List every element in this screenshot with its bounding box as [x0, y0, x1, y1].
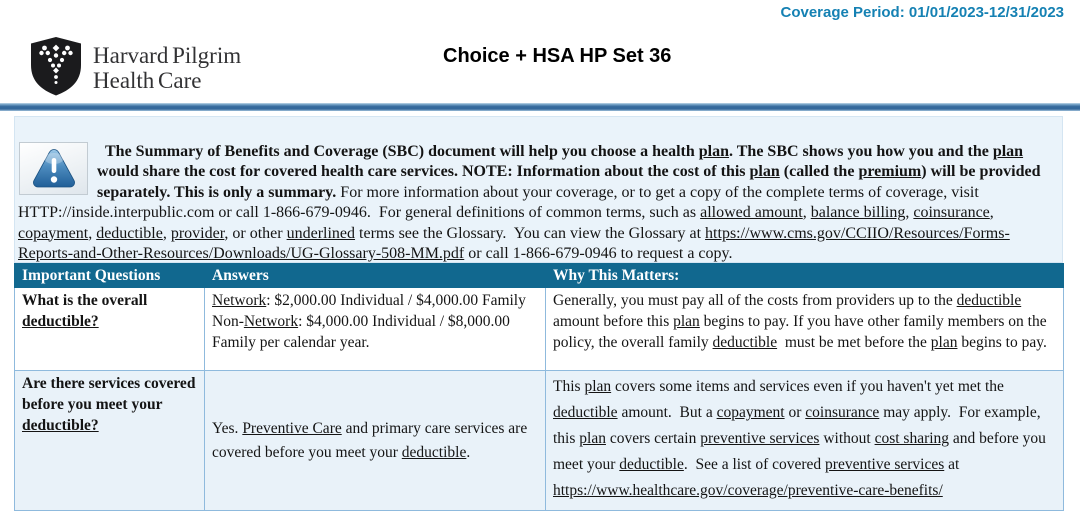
text-segment: For more information about your coverage, or to get a copy of the complete terms of coverage, visit HTTP://inside.interpublic.com or call 1-866-679-0946. For general definitions of common terms, such as [18, 183, 983, 221]
column-header-important-questions: Important Questions [15, 264, 205, 288]
text-segment: , [162, 224, 171, 242]
text-segment: . The SBC shows you how you and the [729, 142, 993, 160]
harvard-pilgrim-shield-icon [29, 36, 83, 101]
question-cell [15, 371, 205, 511]
underlined-term: deductible [956, 292, 1022, 309]
underlined-term: allowed amount [700, 204, 803, 221]
text-segment: may apply. For example, this [553, 404, 1045, 447]
underlined-term: preventive services [700, 430, 820, 447]
text-segment: Generally, you must pay all of the costs from providers up to the [553, 292, 957, 309]
answer-cell [205, 288, 546, 371]
underlined-term: premium [858, 163, 922, 180]
text-segment: or [784, 404, 806, 421]
text-segment: or call 1-866-679-0946 to request a copy. [464, 245, 733, 262]
underlined-term: plan [584, 378, 612, 395]
underlined-term: Network [212, 292, 267, 309]
text-segment: would share the cost for covered health care services. NOTE: Information about the cost of this [97, 142, 1028, 180]
text-segment: and before you meet your [553, 430, 1050, 473]
text-segment: . See a list of covered [683, 456, 826, 473]
underlined-term: plan [930, 334, 958, 351]
table-row-overall-deductible [15, 288, 1064, 371]
underlined-term: cost sharing [874, 430, 950, 447]
text-segment: Are there services covered before you meet your [22, 375, 196, 413]
text-segment: and primary care services are covered before you meet your [212, 419, 528, 461]
text-segment: amount before this [553, 292, 1026, 330]
text-segment: Non- [212, 313, 244, 330]
text-segment: . [466, 443, 471, 461]
text-segment: begins to pay. [957, 334, 1047, 351]
plan-title: Choice + HSA HP Set 36 [443, 45, 672, 67]
link[interactable]: https://www.cms.gov/CCIIO/Resources/Forms-Reports-and-Other-Resources/Downloads/UG-Glossary-508-MM.pdf [18, 224, 1010, 262]
logo-line-1: Harvard Pilgrim [93, 43, 242, 68]
underlined-term: plan [698, 142, 730, 160]
text-segment: covers certain [605, 430, 701, 447]
text-segment: covers some items and services even if you haven't yet met the [611, 378, 1008, 395]
underlined-term: copayment [18, 224, 89, 242]
text-segment: : $2,000.00 Individual / $4,000.00 Family [266, 292, 526, 309]
table-row-services-before-deductible [15, 371, 1064, 511]
text-segment: : $4,000.00 Individual / $8,000.00 Family per calendar year. [212, 313, 510, 351]
text-segment: Yes. [212, 419, 243, 437]
underlined-term: coinsurance [913, 204, 990, 221]
coverage-period: Coverage Period: 01/01/2023-12/31/2023 [780, 4, 1064, 21]
underlined-term: deductible [96, 224, 163, 242]
question-cell [15, 288, 205, 371]
text-segment: without [819, 430, 875, 447]
sbc-intro-panel [14, 116, 1063, 263]
underlined-term: plan [992, 142, 1024, 160]
text-segment: The Summary of Benefits and Coverage (SBC) document will help you choose a health [105, 142, 699, 160]
table-header-row [15, 264, 1064, 288]
text-segment: , [989, 204, 998, 221]
underlined-term: plan [673, 313, 700, 330]
why-this-matters-cell [546, 371, 1064, 511]
text-segment: amount. But a [617, 404, 717, 421]
harvard-pilgrim-logo [29, 36, 241, 101]
underlined-term: provider [170, 224, 225, 242]
text-segment: must be met before the [777, 334, 931, 351]
underlined-term: balance billing [810, 204, 906, 221]
text-segment: , or other [224, 224, 287, 242]
underlined-term: deductible [619, 456, 684, 473]
text-segment: (called the [779, 163, 859, 180]
underlined-term: deductible [712, 334, 778, 351]
underlined-term: deductible [401, 443, 467, 461]
underlined-term: copayment [716, 404, 785, 421]
logo-line-2: Health Care [93, 67, 202, 93]
warning-icon [19, 142, 88, 195]
benefits-table [14, 263, 1064, 511]
text-segment: , [905, 204, 914, 221]
underlined-term: deductible? [22, 417, 99, 434]
text-segment: This [553, 378, 585, 395]
underlined-term: deductible [553, 404, 618, 421]
underlined-term: Network [243, 313, 299, 330]
underlined-term: plan [749, 163, 780, 180]
underlined-term: preventive services [825, 456, 945, 473]
text-segment: begins to pay. If you have other family members on the policy, the overall family [553, 313, 1051, 351]
underlined-term: underlined [286, 224, 356, 242]
link[interactable]: https://www.healthcare.gov/coverage/preventive-care-benefits/ [553, 482, 943, 499]
underlined-term: plan [579, 430, 606, 447]
text-segment: ) will be provided separately. This is only a summary. [97, 163, 1045, 201]
text-segment: , [88, 224, 97, 242]
text-segment: terms see the Glossary. You can view the Glossary at [355, 224, 706, 242]
text-segment: , [802, 204, 811, 221]
answer-cell [205, 371, 546, 511]
underlined-term: Preventive Care [242, 419, 342, 437]
text-segment: What is the overall [22, 292, 148, 309]
why-this-matters-cell [546, 288, 1064, 371]
column-header-why-this-matters: Why This Matters: [546, 264, 1064, 288]
underlined-term: coinsurance [805, 404, 880, 421]
logo-wordmark [93, 44, 241, 93]
underlined-term: deductible? [22, 313, 99, 330]
header-divider-bar [0, 103, 1080, 111]
intro-paragraph [18, 143, 1045, 263]
text-segment: at [944, 456, 964, 473]
column-header-answers: Answers [205, 264, 546, 288]
